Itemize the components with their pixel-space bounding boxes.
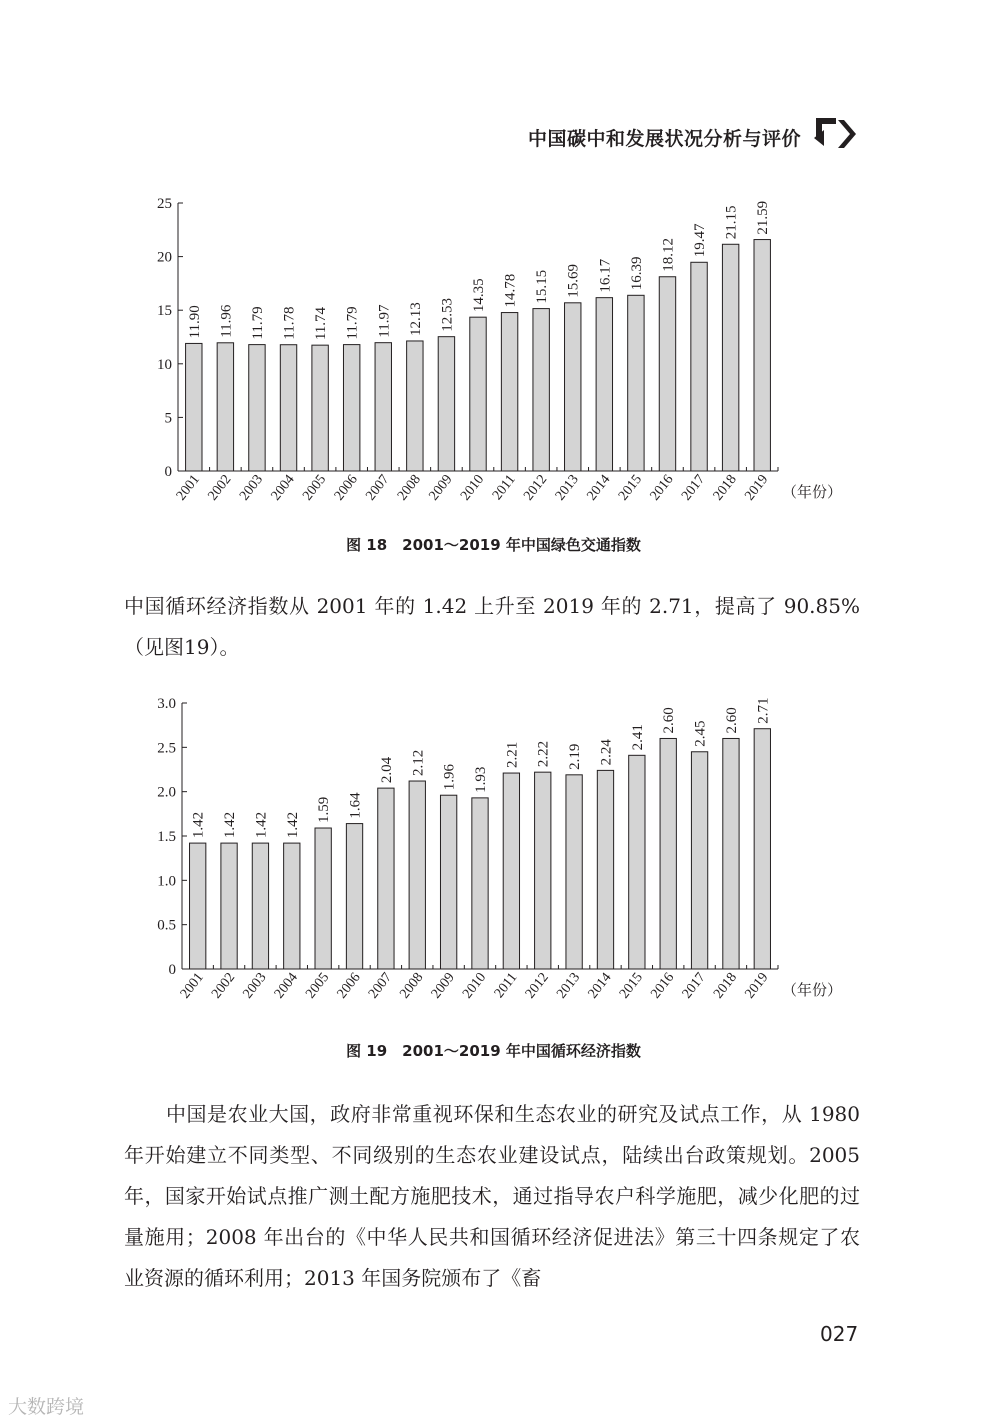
data-label-2010: 14.35	[471, 278, 487, 313]
bar-2019	[754, 729, 770, 969]
bar-2015	[629, 755, 645, 969]
bar-2003	[249, 345, 265, 471]
x-tick-label-2002: 2002	[205, 472, 235, 504]
bar-2015	[628, 295, 644, 471]
data-label-2009: 12.53	[439, 297, 456, 332]
x-tick-label-2005: 2005	[303, 970, 333, 1002]
green-transport-index-chart	[0, 190, 987, 520]
data-label-2004: 1.42	[284, 811, 301, 839]
x-tick-label-2006: 2006	[331, 472, 361, 504]
data-label-2016: 2.60	[661, 707, 678, 734]
bar-2010	[470, 317, 486, 471]
x-unit-label: （年份）	[782, 981, 843, 999]
y-tick-label: 2.5	[157, 740, 176, 757]
bar-2007	[375, 343, 391, 471]
bar-2014	[597, 770, 613, 969]
data-label-2014: 16.17	[597, 258, 614, 293]
bar-2011	[503, 773, 519, 969]
x-tick-label-2014: 2014	[585, 970, 615, 1002]
bar-2001	[186, 343, 202, 471]
y-tick-label: 1.0	[157, 873, 176, 890]
bar-2016	[659, 277, 675, 471]
x-tick-label-2014: 2014	[584, 472, 614, 504]
x-tick-label-2017: 2017	[679, 472, 709, 504]
data-label-2006: 11.79	[344, 306, 361, 340]
data-label-2011: 2.21	[504, 741, 521, 769]
data-label-2009: 1.96	[441, 763, 458, 791]
x-tick-label-2015: 2015	[616, 970, 646, 1002]
bar-2019	[754, 240, 770, 471]
data-label-2005: 1.59	[316, 796, 333, 824]
data-label-2001: 11.90	[186, 305, 203, 339]
data-label-2001: 1.42	[190, 811, 207, 839]
x-tick-label-2017: 2017	[679, 970, 709, 1002]
x-tick-label-2008: 2008	[394, 472, 424, 504]
y-tick-label: 3.0	[157, 696, 176, 712]
bar-2006	[343, 345, 359, 471]
bar-2016	[660, 738, 676, 969]
x-tick-label-2011: 2011	[491, 970, 521, 1002]
x-tick-label-2003: 2003	[240, 970, 270, 1002]
data-label-2004: 11.78	[281, 306, 298, 340]
bar-2013	[566, 775, 582, 969]
data-label-2013: 15.69	[565, 264, 582, 298]
bar-2017	[691, 262, 707, 471]
x-tick-label-2009: 2009	[428, 970, 458, 1002]
y-tick-label: 25	[157, 196, 172, 212]
bar-2009	[438, 337, 454, 471]
bar-2014	[596, 298, 612, 471]
x-tick-label-2007: 2007	[365, 970, 396, 1002]
data-label-2012: 15.15	[534, 269, 551, 304]
data-label-2002: 1.42	[222, 811, 239, 839]
bar-2017	[691, 752, 707, 969]
data-label-2010: 1.93	[473, 766, 489, 793]
y-tick-label: 15	[157, 303, 172, 320]
y-tick-label: 2.0	[157, 784, 176, 801]
bar-2012	[535, 772, 551, 969]
x-tick-label-2006: 2006	[334, 970, 364, 1002]
y-tick-label: 1.5	[157, 829, 176, 845]
data-label-2015: 16.39	[628, 256, 645, 291]
bar-2011	[501, 313, 517, 471]
y-tick-label: 20	[157, 249, 172, 266]
bar-2012	[533, 309, 549, 471]
data-label-2008: 2.12	[410, 749, 427, 777]
paragraph-eco-agriculture: 中国是农业大国，政府非常重视环保和生态农业的研究及试点工作，从 1980 年开始建立不同类型、不同级别的生态农业建设试点，陆续出台政策规划。2005 年，国家开始试点推广测土配方施肥技术，通过指导农户科学施肥，减少化肥的过量施用；2008 年出台的《中华人民共和国循环经济促进法》第三十四条规定了农业资源的循环利用；2013 年国务院颁布了《畜	[124, 1102, 860, 1290]
data-label-2018: 21.15	[723, 205, 740, 240]
x-tick-label-2015: 2015	[615, 472, 646, 504]
watermark-text: 大数跨境	[8, 1396, 85, 1418]
data-label-2019: 21.59	[755, 200, 772, 235]
y-tick-label: 0	[164, 464, 172, 480]
data-label-2003: 1.42	[253, 811, 270, 839]
x-tick-label-2018: 2018	[710, 472, 740, 504]
x-tick-label-2010: 2010	[458, 472, 488, 504]
data-label-2011: 14.78	[502, 273, 519, 308]
data-label-2017: 2.45	[692, 720, 709, 747]
bar-2003	[252, 843, 268, 969]
y-tick-label: 0	[168, 962, 176, 978]
bar-2006	[346, 824, 362, 969]
x-tick-label-2002: 2002	[209, 970, 239, 1002]
x-tick-label-2008: 2008	[397, 970, 427, 1002]
x-tick-label-2001: 2001	[177, 970, 207, 1002]
x-tick-label-2016: 2016	[648, 970, 678, 1002]
circular-economy-index-chart	[0, 690, 987, 1020]
bar-2002	[217, 343, 233, 471]
x-tick-label-2013: 2013	[552, 472, 582, 504]
bar-2010	[472, 798, 488, 969]
bar-2008	[407, 341, 423, 471]
figure-18-caption: 图 18 2001～2019 年中国绿色交通指数	[346, 536, 641, 554]
bar-2001	[190, 843, 206, 969]
x-tick-label-2003: 2003	[237, 472, 267, 504]
data-label-2015: 2.41	[629, 724, 646, 751]
data-label-2005: 11.74	[313, 306, 330, 341]
figure-19-caption: 图 19 2001～2019 年中国循环经济指数	[346, 1042, 641, 1060]
data-label-2007: 2.04	[378, 756, 395, 784]
bar-2009	[440, 795, 456, 969]
bar-2004	[280, 345, 296, 471]
page-number: 027	[820, 1322, 859, 1346]
x-tick-label-2019: 2019	[742, 970, 772, 1002]
x-tick-label-2004: 2004	[271, 970, 301, 1002]
bar-2007	[378, 788, 394, 969]
x-tick-label-2010: 2010	[460, 970, 490, 1002]
bar-2005	[312, 345, 328, 471]
x-tick-label-2004: 2004	[268, 472, 298, 504]
x-tick-label-2013: 2013	[554, 970, 584, 1002]
x-tick-label-2009: 2009	[426, 472, 456, 504]
data-label-2013: 2.19	[567, 743, 584, 770]
bar-2013	[565, 303, 581, 471]
x-tick-label-2012: 2012	[522, 970, 552, 1002]
data-label-2007: 11.97	[376, 304, 393, 338]
data-label-2016: 18.12	[660, 238, 677, 272]
bar-2005	[315, 828, 331, 969]
x-tick-label-2016: 2016	[647, 472, 677, 504]
data-label-2008: 12.13	[407, 302, 424, 336]
data-label-2017: 19.47	[692, 223, 709, 258]
data-label-2006: 1.64	[347, 792, 364, 819]
x-tick-label-2007: 2007	[363, 472, 393, 504]
bar-2018	[722, 244, 738, 471]
x-tick-label-2001: 2001	[173, 472, 203, 504]
y-tick-label: 10	[157, 356, 172, 373]
x-tick-label-2005: 2005	[300, 472, 330, 504]
data-label-2003: 11.79	[249, 306, 266, 340]
data-label-2002: 11.96	[218, 304, 235, 338]
data-label-2018: 2.60	[723, 707, 740, 734]
bar-2008	[409, 781, 425, 969]
y-tick-label: 0.5	[157, 917, 176, 934]
paragraph-circular-economy: 中国循环经济指数从 2001 年的 1.42 上升至 2019 年的 2.71，提高了 90.85%（见图19）。	[124, 594, 860, 659]
bar-2004	[284, 843, 300, 969]
x-tick-label-2011: 2011	[489, 472, 519, 504]
x-tick-label-2019: 2019	[742, 472, 772, 504]
bar-2002	[221, 843, 237, 969]
x-tick-label-2012: 2012	[521, 472, 551, 504]
data-label-2012: 2.22	[535, 740, 552, 768]
x-unit-label: （年份）	[782, 483, 843, 501]
bar-2018	[723, 738, 739, 969]
data-label-2019: 2.71	[755, 697, 772, 724]
y-tick-label: 5	[164, 410, 172, 427]
chapter-logo-icon	[810, 112, 862, 156]
data-label-2014: 2.24	[598, 739, 615, 766]
running-header-title: 中国碳中和发展状况分析与评价	[527, 128, 801, 150]
x-tick-label-2018: 2018	[711, 970, 741, 1002]
